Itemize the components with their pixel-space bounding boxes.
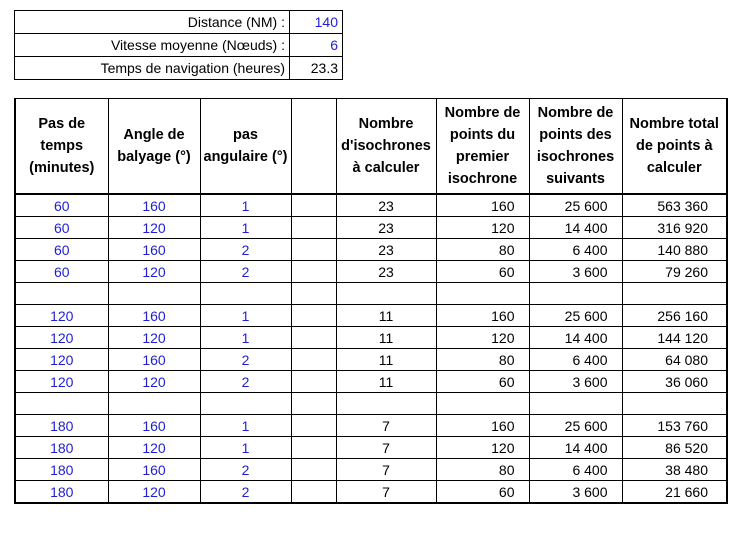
- spacer-cell[interactable]: [200, 393, 291, 415]
- table-row: [15, 481, 727, 504]
- spacer-cell[interactable]: [529, 393, 622, 415]
- table-row: [15, 459, 727, 481]
- cell-empty[interactable]: [291, 481, 336, 504]
- cell-angle[interactable]: 160: [108, 305, 200, 327]
- cell-pas-angulaire[interactable]: 1: [200, 415, 291, 437]
- cell-pas-temps[interactable]: 60: [15, 194, 108, 217]
- parameters-table: [14, 10, 343, 80]
- time-label: Temps de navigation (heures): [15, 57, 290, 80]
- cell-angle[interactable]: 120: [108, 481, 200, 504]
- cell-empty[interactable]: [291, 415, 336, 437]
- cell-empty[interactable]: [291, 349, 336, 371]
- cell-pas-temps[interactable]: 120: [15, 349, 108, 371]
- table-row: [15, 327, 727, 349]
- spacer-cell[interactable]: [622, 283, 727, 305]
- table-row: [15, 415, 727, 437]
- cell-points-suivants[interactable]: 14 400: [529, 327, 622, 349]
- cell-angle[interactable]: 160: [108, 349, 200, 371]
- header-pas-temps: Pas de temps (minutes): [15, 99, 108, 195]
- table-body: [15, 194, 727, 503]
- cell-points-suivants[interactable]: 6 400: [529, 349, 622, 371]
- cell-points-premier[interactable]: 120: [436, 217, 529, 239]
- spacer-cell[interactable]: [529, 283, 622, 305]
- cell-pas-angulaire[interactable]: 1: [200, 217, 291, 239]
- cell-points-suivants[interactable]: 3 600: [529, 371, 622, 393]
- distance-row: [15, 11, 343, 34]
- cell-pas-temps[interactable]: 180: [15, 415, 108, 437]
- spacer-cell[interactable]: [200, 283, 291, 305]
- cell-points-suivants[interactable]: 14 400: [529, 217, 622, 239]
- cell-pas-temps[interactable]: 180: [15, 481, 108, 504]
- cell-nb-isochrones[interactable]: 7: [336, 481, 436, 504]
- cell-nb-isochrones[interactable]: 11: [336, 327, 436, 349]
- cell-angle[interactable]: 120: [108, 437, 200, 459]
- cell-nb-isochrones[interactable]: 7: [336, 437, 436, 459]
- isochrone-table: [14, 98, 728, 504]
- cell-angle[interactable]: 120: [108, 371, 200, 393]
- cell-points-premier[interactable]: 120: [436, 327, 529, 349]
- header-pas-angulaire: pas angulaire (°): [200, 99, 291, 195]
- cell-points-suivants[interactable]: 3 600: [529, 261, 622, 283]
- cell-pas-temps[interactable]: 60: [15, 217, 108, 239]
- speed-label: Vitesse moyenne (Nœuds) :: [15, 34, 290, 57]
- table-row: [15, 217, 727, 239]
- cell-total-points[interactable]: 38 480: [622, 459, 727, 481]
- cell-nb-isochrones[interactable]: 11: [336, 371, 436, 393]
- cell-nb-isochrones[interactable]: 7: [336, 459, 436, 481]
- cell-total-points[interactable]: 21 660: [622, 481, 727, 504]
- cell-total-points[interactable]: 86 520: [622, 437, 727, 459]
- cell-pas-angulaire[interactable]: 2: [200, 349, 291, 371]
- header-empty: [291, 99, 336, 195]
- cell-points-premier[interactable]: 80: [436, 459, 529, 481]
- cell-empty[interactable]: [291, 437, 336, 459]
- cell-points-premier[interactable]: 80: [436, 349, 529, 371]
- table-row: [15, 194, 727, 217]
- spacer-cell[interactable]: [336, 393, 436, 415]
- cell-pas-temps[interactable]: 120: [15, 371, 108, 393]
- cell-angle[interactable]: 120: [108, 261, 200, 283]
- speed-row: [15, 34, 343, 57]
- cell-total-points[interactable]: 140 880: [622, 239, 727, 261]
- table-row: [15, 305, 727, 327]
- cell-nb-isochrones[interactable]: 23: [336, 194, 436, 217]
- cell-pas-temps[interactable]: 60: [15, 261, 108, 283]
- spacer-cell[interactable]: [15, 393, 108, 415]
- cell-pas-angulaire[interactable]: 1: [200, 194, 291, 217]
- cell-points-premier[interactable]: 120: [436, 437, 529, 459]
- time-row: [15, 57, 343, 80]
- spacer-row: [15, 393, 727, 415]
- cell-points-suivants[interactable]: 25 600: [529, 305, 622, 327]
- spacer-cell[interactable]: [436, 283, 529, 305]
- cell-pas-angulaire[interactable]: 2: [200, 239, 291, 261]
- cell-empty[interactable]: [291, 194, 336, 217]
- header-row: [15, 99, 727, 195]
- cell-angle[interactable]: 120: [108, 217, 200, 239]
- cell-empty[interactable]: [291, 261, 336, 283]
- spacer-row: [15, 283, 727, 305]
- spacer-cell[interactable]: [108, 283, 200, 305]
- cell-points-premier[interactable]: 160: [436, 305, 529, 327]
- cell-total-points[interactable]: 316 920: [622, 217, 727, 239]
- table-row: [15, 239, 727, 261]
- cell-empty[interactable]: [291, 459, 336, 481]
- cell-empty[interactable]: [291, 327, 336, 349]
- cell-nb-isochrones[interactable]: 23: [336, 217, 436, 239]
- table-row: [15, 371, 727, 393]
- cell-total-points[interactable]: 79 260: [622, 261, 727, 283]
- cell-points-suivants[interactable]: 14 400: [529, 437, 622, 459]
- cell-pas-angulaire[interactable]: 1: [200, 437, 291, 459]
- time-value[interactable]: 23.3: [290, 57, 343, 80]
- cell-pas-temps[interactable]: 180: [15, 437, 108, 459]
- cell-angle[interactable]: 160: [108, 459, 200, 481]
- cell-pas-angulaire[interactable]: 2: [200, 371, 291, 393]
- cell-total-points[interactable]: 256 160: [622, 305, 727, 327]
- cell-nb-isochrones[interactable]: 23: [336, 261, 436, 283]
- cell-empty[interactable]: [291, 305, 336, 327]
- spacer-cell[interactable]: [15, 283, 108, 305]
- cell-nb-isochrones[interactable]: 23: [336, 239, 436, 261]
- cell-pas-temps[interactable]: 120: [15, 327, 108, 349]
- cell-points-suivants[interactable]: 25 600: [529, 415, 622, 437]
- cell-pas-angulaire[interactable]: 2: [200, 481, 291, 504]
- cell-total-points[interactable]: 153 760: [622, 415, 727, 437]
- cell-pas-angulaire[interactable]: 1: [200, 305, 291, 327]
- table-row: [15, 437, 727, 459]
- cell-angle[interactable]: 160: [108, 239, 200, 261]
- table-row: [15, 349, 727, 371]
- header-points-premier: Nombre de points du premier isochrone: [436, 99, 529, 195]
- table-row: [15, 261, 727, 283]
- cell-points-premier[interactable]: 60: [436, 481, 529, 504]
- cell-nb-isochrones[interactable]: 11: [336, 305, 436, 327]
- cell-nb-isochrones[interactable]: 7: [336, 415, 436, 437]
- spacer-cell[interactable]: [108, 393, 200, 415]
- cell-points-suivants[interactable]: 6 400: [529, 239, 622, 261]
- cell-points-premier[interactable]: 160: [436, 415, 529, 437]
- header-angle-balayage: Angle de balyage (°): [108, 99, 200, 195]
- cell-points-premier[interactable]: 160: [436, 194, 529, 217]
- spacer-cell[interactable]: [436, 393, 529, 415]
- cell-pas-temps[interactable]: 180: [15, 459, 108, 481]
- cell-angle[interactable]: 160: [108, 415, 200, 437]
- cell-total-points[interactable]: 144 120: [622, 327, 727, 349]
- cell-angle[interactable]: 120: [108, 327, 200, 349]
- cell-pas-angulaire[interactable]: 1: [200, 327, 291, 349]
- cell-pas-angulaire[interactable]: 2: [200, 261, 291, 283]
- cell-points-suivants[interactable]: 6 400: [529, 459, 622, 481]
- cell-points-suivants[interactable]: 3 600: [529, 481, 622, 504]
- distance-label: Distance (NM) :: [15, 11, 290, 34]
- cell-pas-temps[interactable]: 60: [15, 239, 108, 261]
- cell-empty[interactable]: [291, 217, 336, 239]
- spacer-cell[interactable]: [336, 283, 436, 305]
- spacer-cell[interactable]: [622, 393, 727, 415]
- header-points-suivants: Nombre de points des isochrones suivants: [529, 99, 622, 195]
- header-nombre-isochrones: Nombre d'isochrones à calculer: [336, 99, 436, 195]
- cell-nb-isochrones[interactable]: 11: [336, 349, 436, 371]
- cell-points-premier[interactable]: 60: [436, 261, 529, 283]
- cell-total-points[interactable]: 36 060: [622, 371, 727, 393]
- cell-pas-angulaire[interactable]: 2: [200, 459, 291, 481]
- speed-value[interactable]: 6: [290, 34, 343, 57]
- cell-points-premier[interactable]: 80: [436, 239, 529, 261]
- cell-total-points[interactable]: 563 360: [622, 194, 727, 217]
- spacer-cell[interactable]: [291, 283, 336, 305]
- cell-angle[interactable]: 160: [108, 194, 200, 217]
- cell-empty[interactable]: [291, 239, 336, 261]
- cell-points-premier[interactable]: 60: [436, 371, 529, 393]
- cell-points-suivants[interactable]: 25 600: [529, 194, 622, 217]
- cell-total-points[interactable]: 64 080: [622, 349, 727, 371]
- cell-empty[interactable]: [291, 371, 336, 393]
- cell-pas-temps[interactable]: 120: [15, 305, 108, 327]
- distance-value[interactable]: 140: [290, 11, 343, 34]
- spacer-cell[interactable]: [291, 393, 336, 415]
- header-total-points: Nombre total de points à calculer: [622, 99, 727, 195]
